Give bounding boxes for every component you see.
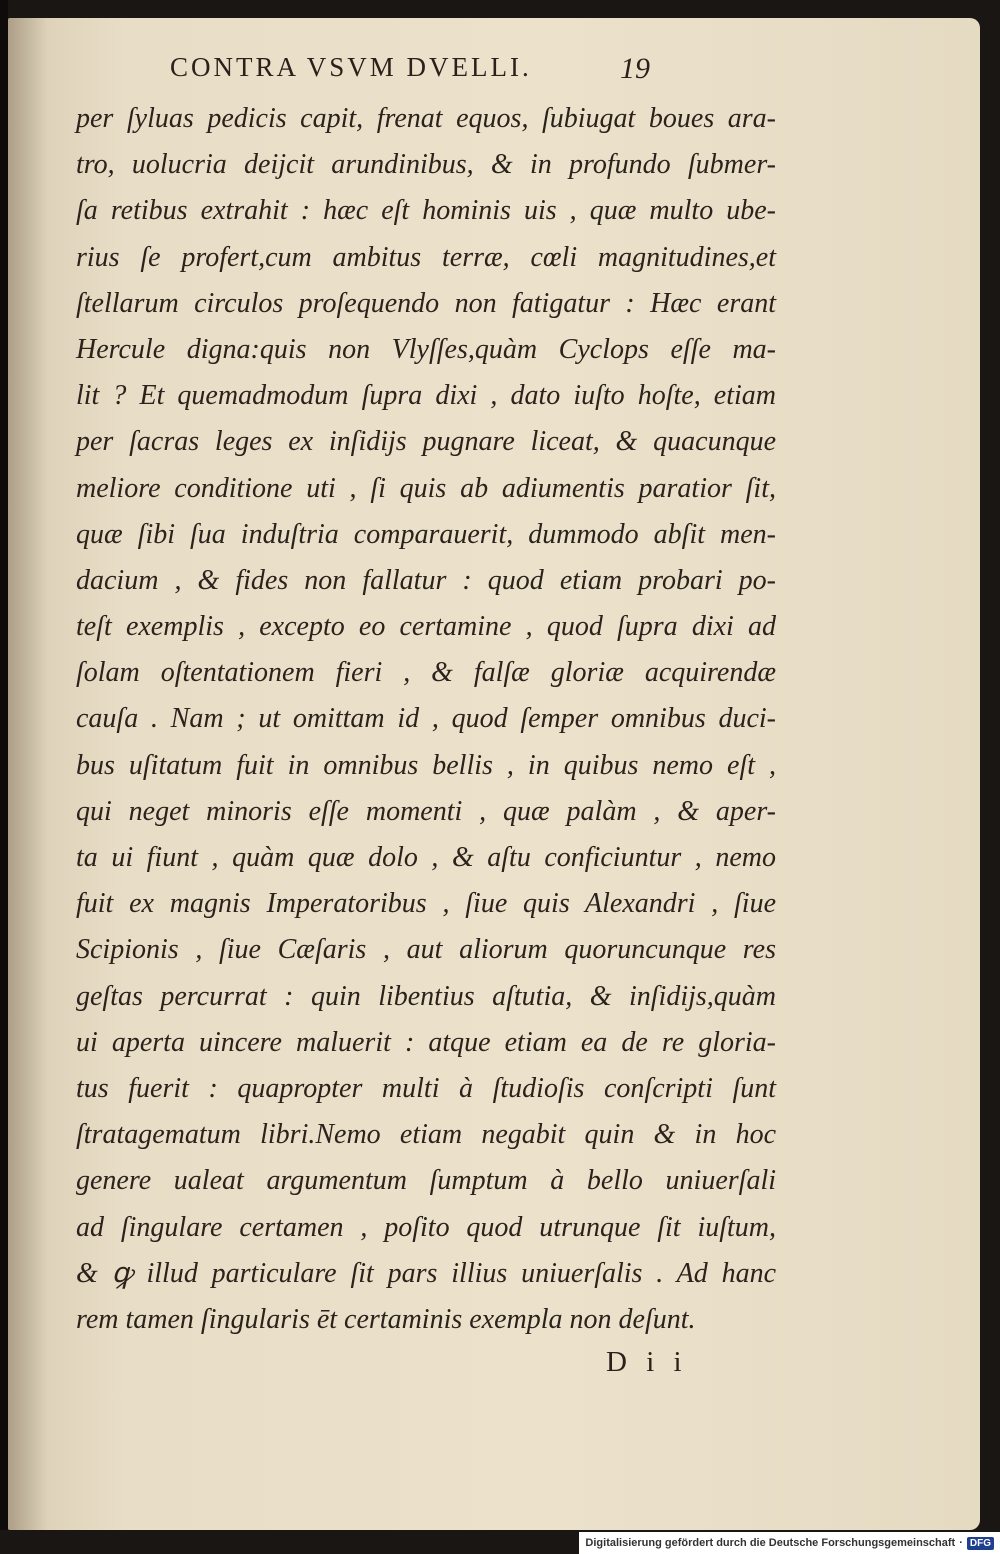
text-line: ta ui fiunt , quàm quæ dolo , & aſtu conficiuntur , nemo [76, 842, 776, 873]
body-text [76, 96, 776, 1343]
text-line: ſa retibus extrahit : hæc eſt hominis uis , quæ multo ube- [76, 195, 776, 227]
text-line: tus fuerit : quapropter multi à ſtudioſis conſcripti ſunt [76, 1072, 776, 1104]
page-gutter-shadow [8, 18, 48, 1530]
text-line: fuit ex magnis Imperatoribus , ſiue quis Alexandri , ſiue [76, 888, 776, 920]
text-line: per ſyluas pedicis capit, frenat equos, ſubiugat boues ara- [76, 103, 776, 134]
running-head: CONTRA VSVM DVELLI. [170, 52, 532, 82]
text-line: Hercule digna:quis non Vlyſſes,quàm Cyclops eſſe ma- [76, 333, 776, 365]
text-line: ad ſingulare certamen , poſito quod utrunque ſit iuſtum, [76, 1211, 776, 1243]
text-line: dacium , & fides non fallatur : quod etiam probari po- [76, 564, 776, 596]
text-line: qui neget minoris eſſe momenti , quæ palàm , & aper- [76, 795, 776, 827]
book-edge [0, 0, 8, 1530]
footer-credit: Digitalisierung gefördert durch die Deutsche Forschungsgemeinschaft [585, 1537, 956, 1549]
text-line: rius ſe profert,cum ambitus terræ, cœli magnitudines,et [76, 241, 776, 273]
text-line: ui aperta uincere maluerit : atque etiam ea de re gloria- [76, 1026, 776, 1058]
text-line: & ꝙ illud particulare ſit pars illius uniuerſalis . Ad hanc [76, 1257, 776, 1289]
signature-mark: D i i [606, 1346, 688, 1378]
text-line: tro, uolucria deijcit arundinibus, & in profundo ſubmer- [76, 149, 776, 181]
text-line: meliore conditione uti , ſi quis ab adiumentis paratior ſit, [76, 472, 776, 504]
text-line: geſtas percurrat : quin libentius aſtutia, & inſidijs,quàm [76, 980, 776, 1012]
text-line: cauſa . Nam ; ut omittam id , quod ſemper omnibus duci- [76, 703, 776, 735]
page-number: 19 [620, 52, 650, 85]
text-line: lit ? Et quemadmodum ſupra dixi , dato iuſto hoſte, etiam [76, 380, 776, 412]
text-line: quæ ſibi ſua induſtria comparauerit, dummodo abſit men- [76, 518, 776, 550]
text-line: ſtellarum circulos proſequendo non fatigatur : Hæc erant [76, 287, 776, 319]
text-line: genere ualeat argumentum ſumptum à bello uniuerſali [76, 1165, 776, 1197]
text-line: ſolam oſtentationem fieri , & falſæ gloriæ acquirendæ [76, 657, 776, 689]
digitization-footer [579, 1532, 1000, 1554]
text-line: teſt exemplis , excepto eo certamine , quod ſupra dixi ad [76, 611, 776, 643]
text-line: Scipionis , ſiue Cæſaris , aut aliorum quoruncunque res [76, 934, 776, 966]
dfg-logo: DFG [967, 1537, 994, 1550]
text-line: bus uſitatum fuit in omnibus bellis , in quibus nemo eſt , [76, 749, 776, 781]
text-line: per ſacras leges ex inſidijs pugnare liceat, & quacunque [76, 426, 776, 458]
footer-separator: · [959, 1537, 963, 1549]
text-line: ſtratagematum libri.Nemo etiam negabit quin & in hoc [76, 1119, 776, 1151]
text-line: rem tamen ſingularis ēt certaminis exempla non deſunt. [76, 1303, 696, 1335]
